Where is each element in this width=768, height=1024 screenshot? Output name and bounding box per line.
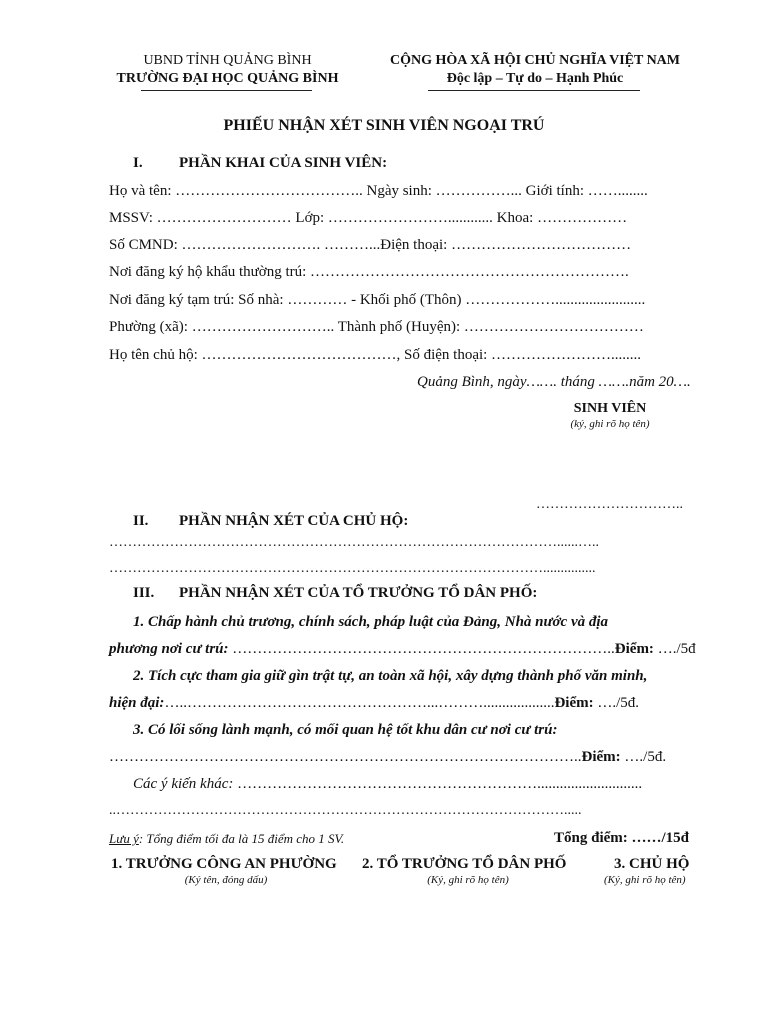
criterion-1-score-label: Điểm:	[614, 641, 654, 657]
total-score[interactable]: Tổng điểm: ……/15đ	[554, 830, 690, 846]
other-opinions-dots[interactable]: ……………………………………………………............................	[233, 776, 643, 792]
student-signer-note: (ký, ghi rõ họ tên)	[570, 418, 650, 430]
signer-household-title: 3. CHỦ HỘ	[614, 856, 690, 872]
student-signature-dots[interactable]: …………………………..	[536, 497, 683, 512]
motto-underline	[428, 90, 640, 91]
school-underline	[141, 90, 312, 91]
nation-name: CỘNG HÒA XÃ HỘI CHỦ NGHĨA VIỆT NAM	[389, 53, 680, 68]
agency-name: UBND TỈNH QUẢNG BÌNH	[143, 53, 312, 68]
field-line-ward-city[interactable]: Phường (xã): ……………………….. Thành phố (Huyện): ………………………………	[109, 319, 644, 335]
section1-heading: PHẦN KHAI CỦA SINH VIÊN:	[179, 155, 388, 171]
form-title: PHIẾU NHẬN XÉT SINH VIÊN NGOẠI TRÚ	[223, 117, 545, 134]
signer-household-note: (Ký, ghi rõ họ tên)	[604, 874, 686, 886]
field-line-temporary-address[interactable]: Nơi đăng ký tạm trú: Số nhà: ………… - Khối phố (Thôn) ………………........................	[109, 292, 646, 308]
other-opinions-label: Các ý kiến khác:	[133, 776, 234, 792]
field-line-student-id[interactable]: MSSV: ……………………… Lớp: ……………………............ Khoa: ………………	[109, 210, 628, 226]
section2-heading: PHẦN NHẬN XÉT CỦA CHỦ HỘ:	[179, 513, 409, 529]
other-opinions-line-2[interactable]: ..…………………………………………………………………………………….....	[109, 803, 582, 818]
criterion-2-continuation: hiện đại:	[109, 695, 165, 711]
criterion-3-answer-row	[109, 749, 714, 766]
field-line-name[interactable]: Họ và tên: ……………………………….. Ngày sinh: ……………... Giới tính: ……........	[109, 183, 648, 199]
other-opinions-row	[133, 776, 642, 793]
criterion-2-score-label: Điểm:	[554, 695, 594, 711]
field-line-id-card[interactable]: Số CMND: ………………………. ………...Điện thoại: ………………………………	[109, 237, 632, 253]
signer-street-leader-title: 2. TỔ TRƯỞNG TỔ DÂN PHỐ	[362, 856, 567, 872]
section1-number: I.	[133, 155, 143, 171]
criterion-2-score[interactable]: …./5đ.	[593, 695, 640, 711]
section2-number: II.	[133, 513, 149, 529]
criterion-2-dots[interactable]: …..…………………………………………...………...................	[164, 695, 555, 711]
field-line-household-head[interactable]: Họ tên chủ hộ: …………………………………, Số điện thoại: ……………………........	[109, 347, 642, 363]
criterion-1-continuation: phương nơi cư trú:	[109, 641, 229, 657]
signer-police-note: (Ký tên, đóng dấu)	[184, 874, 268, 886]
motto: Độc lập – Tự do – Hạnh Phúc	[446, 71, 624, 86]
criterion-3-dots[interactable]: …………………………………………………………………………………..	[109, 749, 582, 765]
section3-number: III.	[133, 585, 155, 601]
signer-police-title: 1. TRƯỞNG CÔNG AN PHƯỜNG	[111, 856, 337, 872]
criterion-2-answer-row	[109, 695, 714, 712]
criterion-1-dots[interactable]: …………………………………………………………………..	[228, 641, 615, 657]
criterion-2-text: 2. Tích cực tham gia giữ gìn trật tự, an toàn xã hội, xây dựng thành phố văn minh,	[133, 668, 648, 684]
household-comment-line-2[interactable]: …………………………………………………………………………………...............	[109, 561, 596, 576]
criterion-1-answer-row	[109, 641, 714, 658]
note-text: : Tổng điểm tối đa là 15 điểm cho 1 SV.	[138, 831, 345, 846]
note-label: Lưu ý	[109, 831, 139, 846]
note-row	[109, 831, 344, 847]
criterion-1-score[interactable]: …./5đ	[653, 641, 696, 657]
criterion-1-text: 1. Chấp hành chủ trương, chính sách, pháp luật của Đảng, Nhà nước và địa	[133, 614, 609, 630]
student-signer-title: SINH VIÊN	[573, 401, 647, 416]
criterion-3-score-label: Điểm:	[581, 749, 621, 765]
signer-street-leader-note: (Ký, ghi rõ họ tên)	[427, 874, 509, 886]
section3-heading: PHẦN NHẬN XÉT CỦA TỔ TRƯỞNG TỔ DÂN PHỐ:	[179, 585, 538, 601]
school-name: TRƯỜNG ĐẠI HỌC QUẢNG BÌNH	[116, 71, 339, 86]
criterion-3-score[interactable]: …./5đ.	[620, 749, 667, 765]
date-line: Quảng Bình, ngày……. tháng …….năm 20….	[417, 374, 691, 390]
criterion-3-text: 3. Có lối sống lành mạnh, có mối quan hệ tốt khu dân cư nơi cư trú:	[133, 722, 558, 738]
field-line-permanent-address[interactable]: Nơi đăng ký hộ khẩu thường trú: ……………………………………………………….	[109, 264, 629, 280]
household-comment-line-1[interactable]: ……………………………………………………………………………………......…..	[109, 535, 599, 550]
